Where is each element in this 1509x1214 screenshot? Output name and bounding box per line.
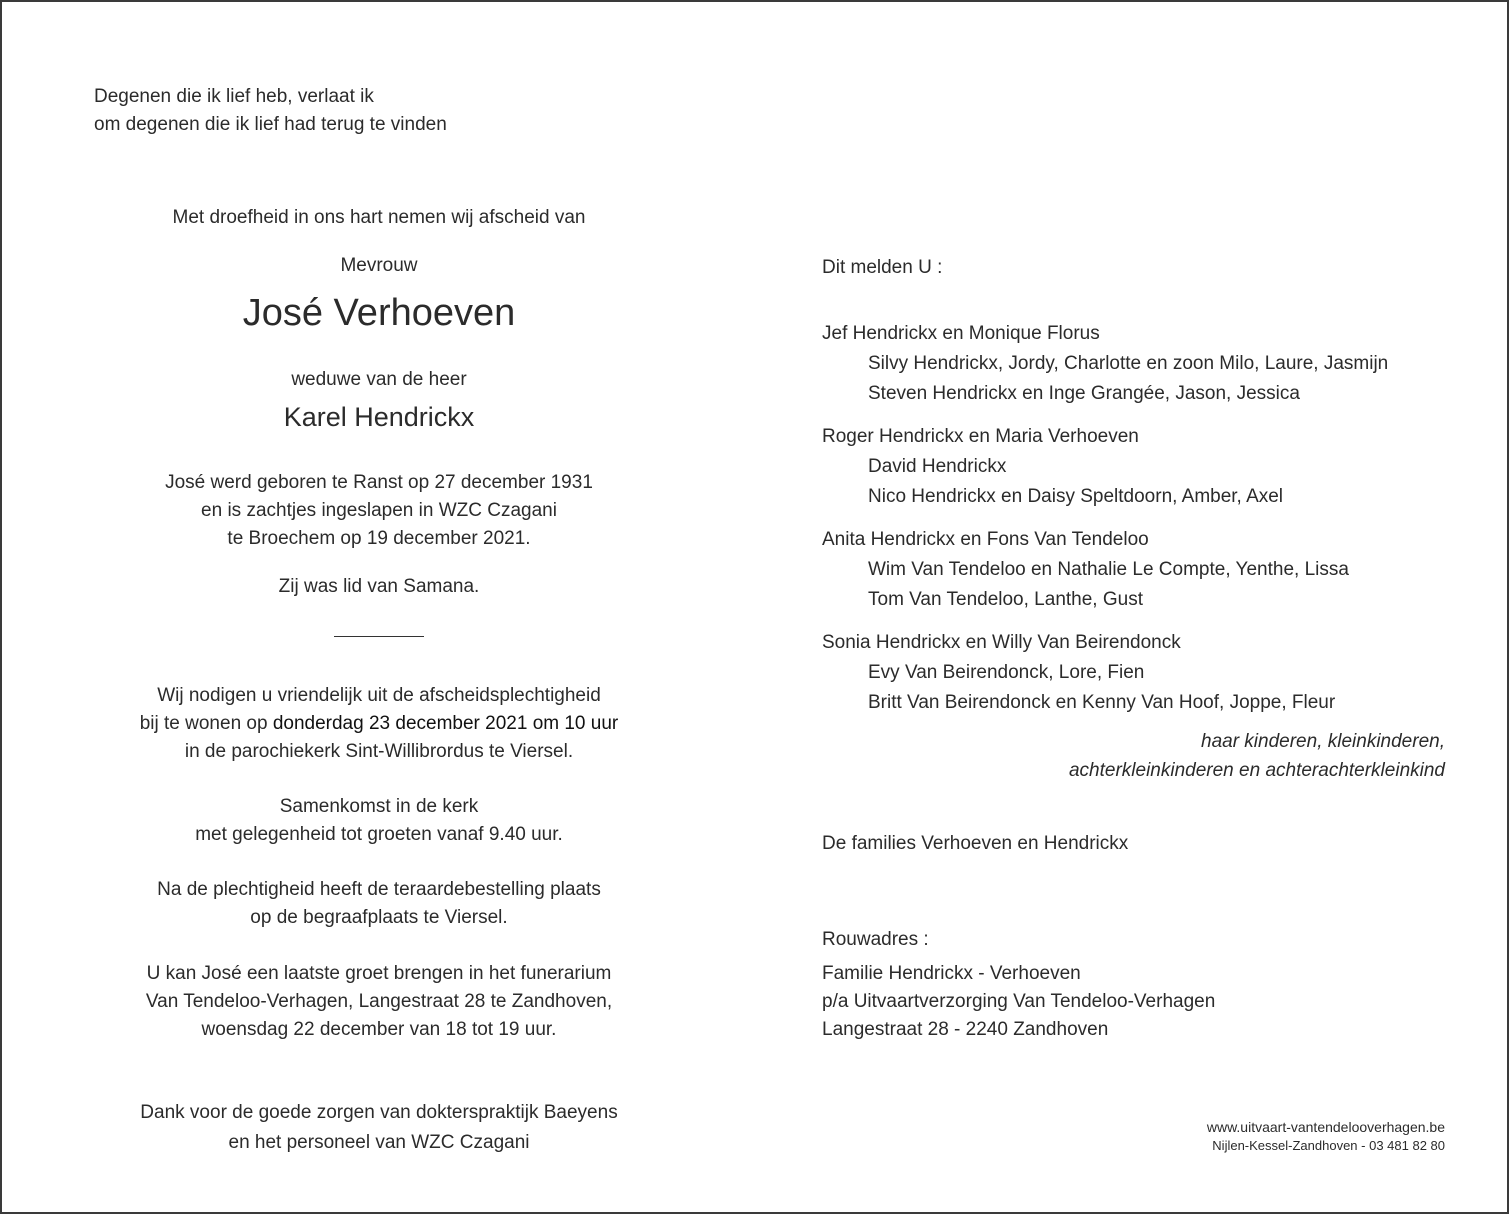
family-child: Tom Van Tendeloo, Lanthe, Gust [868,589,1143,610]
address-line-1: Familie Hendrickx - Verhoeven [822,963,1081,984]
invite-line-1: Wij nodigen u vriendelijk uit de afscheidsplechtigheid [157,685,601,706]
relation-line-1: haar kinderen, kleinkinderen, [1201,731,1445,752]
widow-of-text: weduwe van de heer [291,369,467,390]
quote-line-1: Degenen die ik lief heb, verlaat ik [94,86,374,107]
deceased-name: José Verhoeven [242,292,516,334]
divider-line [334,636,424,637]
birth-line-2: en is zachtjes ingeslapen in WZC Czagani [201,500,557,521]
address-label: Rouwadres : [822,929,929,950]
burial-line-1: Na de plechtigheid heeft de teraardebestelling plaats [157,879,601,900]
burial-line-2: op de begraafplaats te Viersel. [250,907,508,928]
thanks-line-2: en het personeel van WZC Czagani [228,1132,530,1153]
visit-line-2: Van Tendeloo-Verhagen, Langestraat 28 te Zandhoven, [145,991,613,1012]
website-text: www.uitvaart-vantendelooverhagen.be [1206,1119,1445,1135]
family-head: Sonia Hendrickx en Willy Van Beirendonck [822,632,1181,653]
intro-text: Met droefheid in ons hart nemen wij afscheid van [172,207,586,228]
family-child: Wim Van Tendeloo en Nathalie Le Compte, Yenthe, Lissa [868,559,1349,580]
family-head: Jef Hendrickx en Monique Florus [822,323,1100,344]
family-head: Anita Hendrickx en Fons Van Tendeloo [822,529,1149,550]
address-line-3: Langestraat 28 - 2240 Zandhoven [822,1019,1109,1040]
invite-line-2 [99,710,659,738]
invite-line-2-text: bij te wonen op [139,713,273,734]
family-head: Roger Hendrickx en Maria Verhoeven [822,426,1139,447]
thanks-line-1: Dank voor de goede zorgen van dokterspraktijk Baeyens [140,1102,618,1123]
salutation: Mevrouw [340,255,418,276]
gathering-line-2: met gelegenheid tot groeten vanaf 9.40 uur. [195,824,563,845]
announce-label: Dit melden U : [822,257,943,278]
family-child: Silvy Hendrickx, Jordy, Charlotte en zoon Milo, Laure, Jasmijn [868,353,1389,374]
family-child: Britt Van Beirendonck en Kenny Van Hoof, Joppe, Fleur [868,692,1336,713]
birth-line-1: José werd geboren te Ranst op 27 december 1931 [165,472,593,493]
family-child: Evy Van Beirendonck, Lore, Fien [868,662,1145,683]
membership-text: Zij was lid van Samana. [278,576,480,597]
family-child: Steven Hendrickx en Inge Grangée, Jason, Jessica [868,383,1300,404]
family-child: David Hendrickx [868,456,1007,477]
ceremony-date: donderdag 23 december 2021 om 10 uur [272,713,619,734]
families-line: De families Verhoeven en Hendrickx [822,833,1129,854]
relation-line-2: achterkleinkinderen en achterachterkleinkind [1068,760,1445,781]
contact-text: Nijlen-Kessel-Zandhoven - 03 481 82 80 [1212,1138,1445,1153]
visit-line-1: U kan José een laatste groet brengen in het funerarium [146,963,612,984]
spouse-name: Karel Hendrickx [283,402,475,432]
birth-line-3: te Broechem op 19 december 2021. [227,528,531,549]
gathering-line-1: Samenkomst in de kerk [279,796,479,817]
address-line-2: p/a Uitvaartverzorging Van Tendeloo-Verhagen [822,991,1216,1012]
invite-line-3: in de parochiekerk Sint-Willibrordus te Viersel. [184,741,574,762]
visit-line-3: woensdag 22 december van 18 tot 19 uur. [201,1019,557,1040]
family-child: Nico Hendrickx en Daisy Speltdoorn, Amber, Axel [868,486,1284,507]
quote-line-2: om degenen die ik lief had terug te vinden [94,114,447,135]
